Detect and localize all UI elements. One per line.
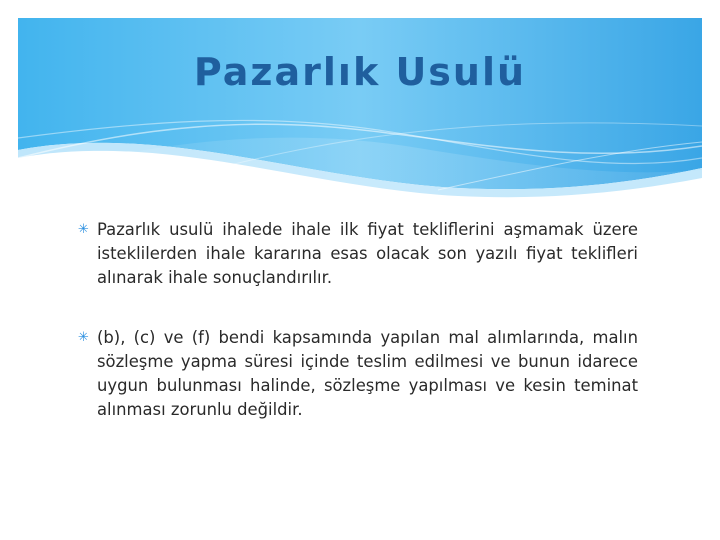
bullet-text: (b), (c) ve (f) bendi kapsamında yapılan mal alımlarında, malın sözleşme yapma süresi içinde teslim edilmesi ve bunun idarece uygun bulunması halinde, sözleşme yapılması ve kesin teminat alınması zorunlu değildir.	[97, 328, 638, 419]
asterisk-icon: ✳	[78, 330, 89, 345]
asterisk-icon: ✳	[78, 222, 89, 237]
bullet-text: Pazarlık usulü ihalede ihale ilk fiyat tekliflerini aşmamak üzere isteklilerden ihale kararına esas olacak son yazılı fiyat teklifleri alınarak ihale sonuçlandırılır.	[97, 220, 638, 287]
header-banner	[18, 18, 702, 198]
bullet-item	[78, 218, 638, 290]
page-title: Pazarlık Usulü	[193, 50, 527, 94]
bullet-list	[78, 218, 638, 458]
bullet-item	[78, 326, 638, 422]
